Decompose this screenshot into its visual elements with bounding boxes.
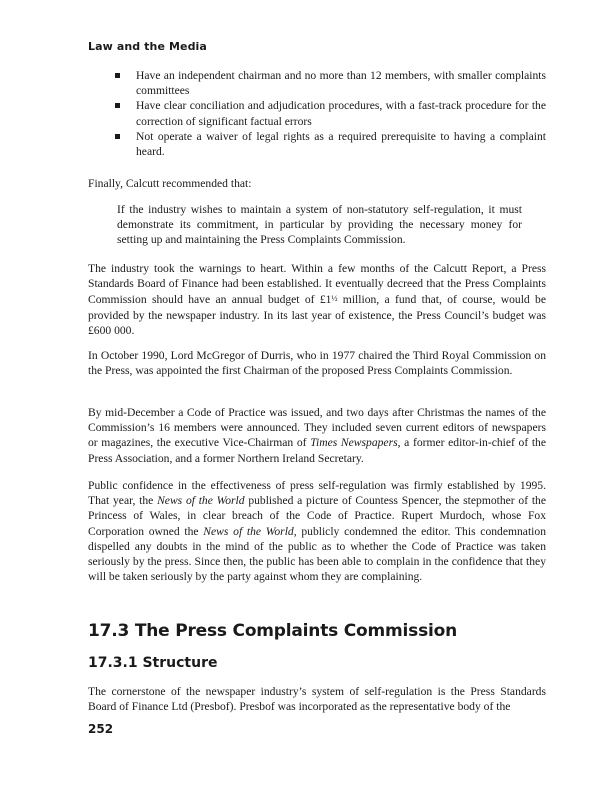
subsection-heading: 17.3.1 Structure [88, 655, 218, 671]
page-number: 252 [88, 722, 114, 736]
paragraph-structure: The cornerstone of the newspaper industry’s system of self-regulation is the Press Standards Board of Finance Ltd (Presbof). Presbof was incorporated as the representative body of the [88, 685, 546, 714]
paragraph-industry: The industry took the warnings to heart. Within a few months of the Calcutt Report, a Press Standards Board of Finance had been established. It eventually decreed that the Press Complaints Commission should have an annual budget of £1½ million, a fund that, of course, would be provided by the newspaper industry. In its last year of existence, the Press Council’s budget was £600 000. [88, 262, 546, 337]
running-head: Law and the Media [88, 40, 207, 53]
list-item: Have an independent chairman and no more than 12 members, with smaller complaints committees [88, 68, 546, 98]
paragraph-confidence: Public confidence in the effectiveness of press self-regulation was firmly established by 1995. That year, the News of the World published a picture of Countess Spencer, the stepmother of the Princess of Wales, in clear breach of the Code of Practice. Rupert Murdoch, whose Fox Corporation owned the News of the World, publicly condemned the editor. This condemnation dispelled any doubts in the mind of the public as to whether the Code of Practice was taken seriously by the press. Since then, the public has been able to complain in the confidence that they will be taken seriously by the party against whom they are complaining. [88, 479, 546, 584]
list-item: Not operate a waiver of legal rights as a required prerequisite to having a complaint heard. [88, 129, 546, 159]
list-item: Have clear conciliation and adjudication procedures, with a fast-track procedure for the correction of significant factual errors [88, 98, 546, 128]
fraction: ½ [331, 294, 338, 304]
paragraph-december: By mid-December a Code of Practice was issued, and two days after Christmas the names of the Commission’s 16 members were announced. They included seven current editors of newspapers or magazines, the executive Vice-Chairman of Times Newspapers, a former editor-in-chief of the Press Association, and a former Northern Ireland Secretary. [88, 406, 547, 465]
bullet-icon [115, 103, 120, 108]
bullet-icon [115, 73, 120, 78]
bullet-icon [115, 134, 120, 139]
recommendations-list [88, 68, 546, 159]
block-quote: If the industry wishes to maintain a system of non-statutory self-regulation, it must demonstrate its commitment, in particular by providing the necessary money for setting up and maintaining the Press Complaints Commission. [117, 203, 522, 247]
section-heading: 17.3 The Press Complaints Commission [88, 621, 458, 641]
paragraph-finally: Finally, Calcutt recommended that: [88, 177, 252, 190]
paragraph-october: In October 1990, Lord McGregor of Durris, who in 1977 chaired the Third Royal Commission on the Press, was appointed the first Chairman of the proposed Press Complaints Commission. [88, 349, 546, 378]
